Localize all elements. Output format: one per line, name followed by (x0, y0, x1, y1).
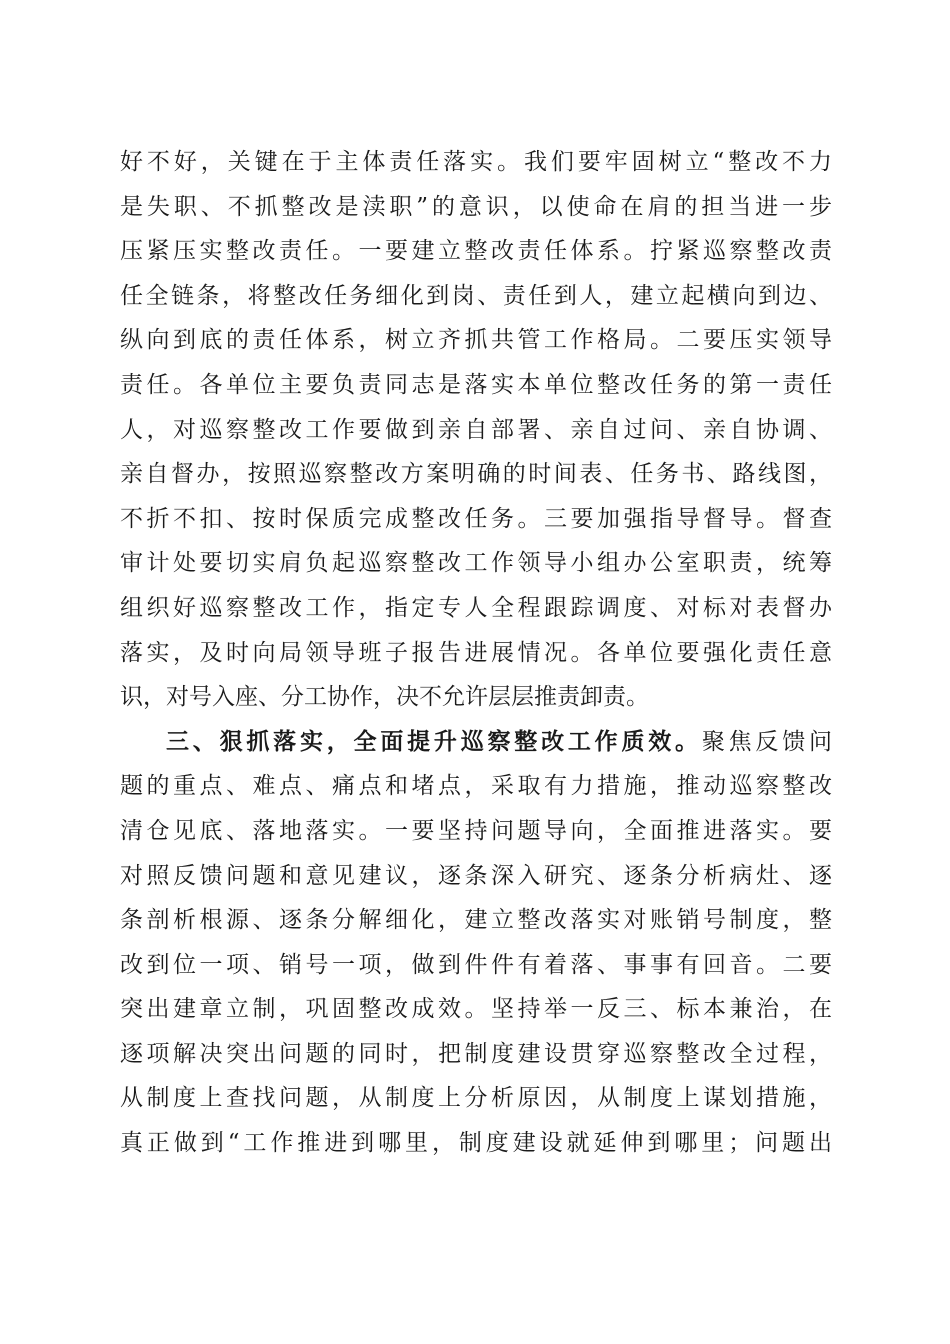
paragraph-2-line-7: 突出建章立制，巩固整改成效。坚持举一反三、标本兼治，在 (120, 996, 832, 1023)
paragraph-2-line-1 (120, 720, 832, 765)
paragraph-1-line-3: 压紧压实整改责任。一要建立整改责任体系。拧紧巡察整改责 (120, 238, 832, 265)
body-text (120, 140, 832, 1166)
paragraph-1-line-6: 责任。各单位主要负责同志是落实本单位整改任务的第一责任 (120, 371, 832, 398)
paragraph-2-line-5: 条剖析根源、逐条分解细化，建立整改落实对账销号制度，整 (120, 907, 832, 934)
paragraph-2-line-2: 题的重点、难点、痛点和堵点，采取有力措施，推动巡察整改 (120, 773, 832, 800)
paragraph-2-line-6: 改到位一项、销号一项，做到件件有着落、事事有回音。二要 (120, 951, 832, 978)
paragraph-1-line-4: 任全链条，将整改任务细化到岗、责任到人，建立起横向到边、 (120, 282, 832, 309)
paragraph-1-line-7: 人，对巡察整改工作要做到亲自部署、亲自过问、亲自协调、 (120, 416, 832, 443)
paragraph-1-line-11: 组织好巡察整改工作，指定专人全程跟踪调度、对标对表督办 (120, 594, 832, 621)
paragraph-1-line-9: 不折不扣、按时保质完成整改任务。三要加强指导督导。督查 (120, 505, 832, 532)
paragraph-2-first-line-rest: 聚焦反馈问 (701, 728, 832, 755)
section-heading: 三、狠抓落实，全面提升巡察整改工作质效。 (166, 728, 702, 755)
paragraph-1-line-10: 审计处要切实肩负起巡察整改工作领导小组办公室职责，统筹 (120, 550, 832, 577)
paragraph-2-line-9: 从制度上查找问题，从制度上分析原因，从制度上谋划措施， (120, 1085, 832, 1112)
paragraph-1-line-8: 亲自督办，按照巡察整改方案明确的时间表、任务书、路线图， (120, 461, 832, 488)
paragraph-1-line-13: 识，对号入座、分工协作，决不允许层层推责卸责。 (120, 684, 649, 711)
paragraph-2-line-3: 清仓见底、落地落实。一要坚持问题导向，全面推进落实。要 (120, 817, 832, 844)
paragraph-2-line-4: 对照反馈问题和意见建议，逐条深入研究、逐条分析病灶、逐 (120, 862, 832, 889)
paragraph-1-line-12: 落实，及时向局领导班子报告进展情况。各单位要强化责任意 (120, 639, 832, 666)
paragraph-2-line-10: 真正做到“工作推进到哪里，制度建设就延伸到哪里；问题出 (120, 1130, 832, 1157)
paragraph-2-line-8: 逐项解决突出问题的同时，把制度建设贯穿巡察整改全过程， (120, 1040, 832, 1067)
paragraph-1-line-2: 是失职、不抓整改是渎职”的意识，以使命在肩的担当进一步 (120, 193, 832, 220)
paragraph-1-line-5: 纵向到底的责任体系，树立齐抓共管工作格局。二要压实领导 (120, 327, 832, 354)
paragraph-1-line-1: 好不好，关键在于主体责任落实。我们要牢固树立“整改不力 (120, 149, 832, 175)
